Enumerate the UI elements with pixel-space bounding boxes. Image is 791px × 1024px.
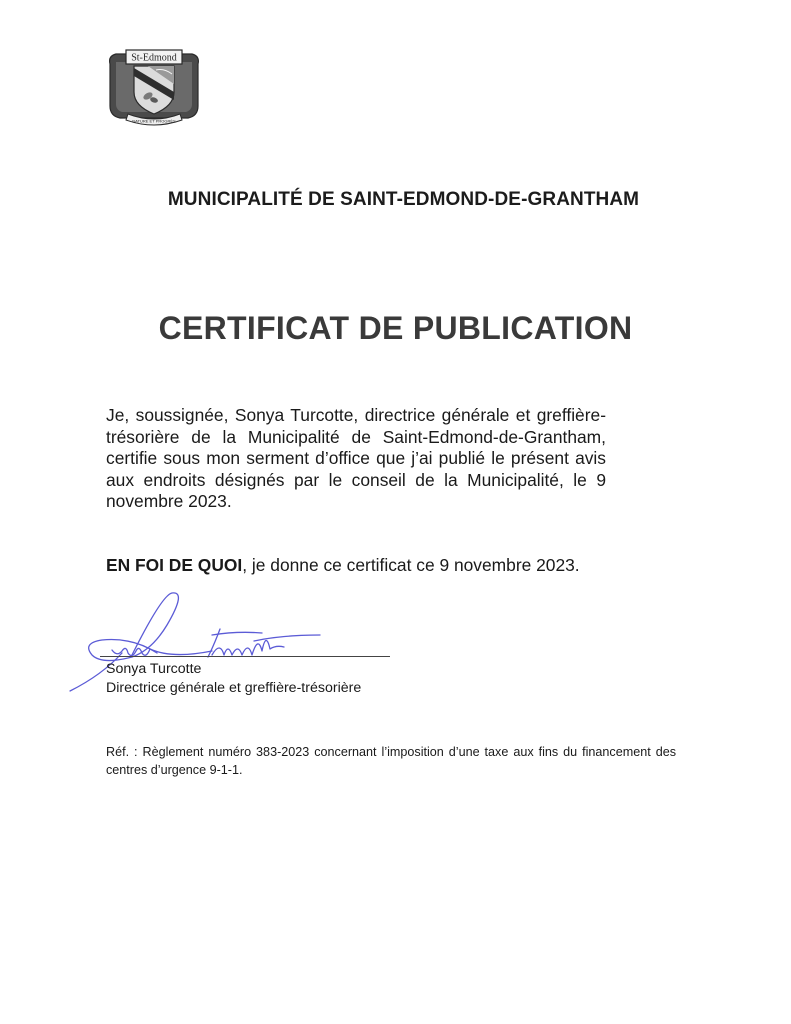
document-title: CERTIFICAT DE PUBLICATION [158,310,633,346]
municipal-crest-icon [104,44,204,130]
crest-banner-text: St-Edmond [131,52,177,64]
attestation-text: , je donne ce certificat ce 9 novembre 2023. [242,555,580,575]
signature-line [100,656,390,657]
handwritten-signature-icon [62,585,322,695]
attestation-line [106,555,580,576]
crest-motto-text: NATURE ET PROGRÈS [132,118,176,124]
reference-note: Réf. : Règlement numéro 383-2023 concernant l’imposition d’une taxe aux fins du financement des centres d’urgence 9-1-1. [106,745,676,777]
certification-paragraph: Je, soussignée, Sonya Turcotte, directrice générale et greffière-trésorière de la Municipalité de Saint-Edmond-de-Grantham, certifie sous mon serment d’office que j’ai publié le présent avis aux endroits désignés par le conseil de la Municipalité, le 9 novembre 2023. [106,405,606,511]
signer-title: Directrice générale et greffière-trésorière [106,680,362,696]
attestation-lead: EN FOI DE QUOI [106,555,243,575]
signer-name: Sonya Turcotte [106,661,202,677]
municipality-heading: MUNICIPALITÉ DE SAINT-EDMOND-DE-GRANTHAM [167,189,640,210]
